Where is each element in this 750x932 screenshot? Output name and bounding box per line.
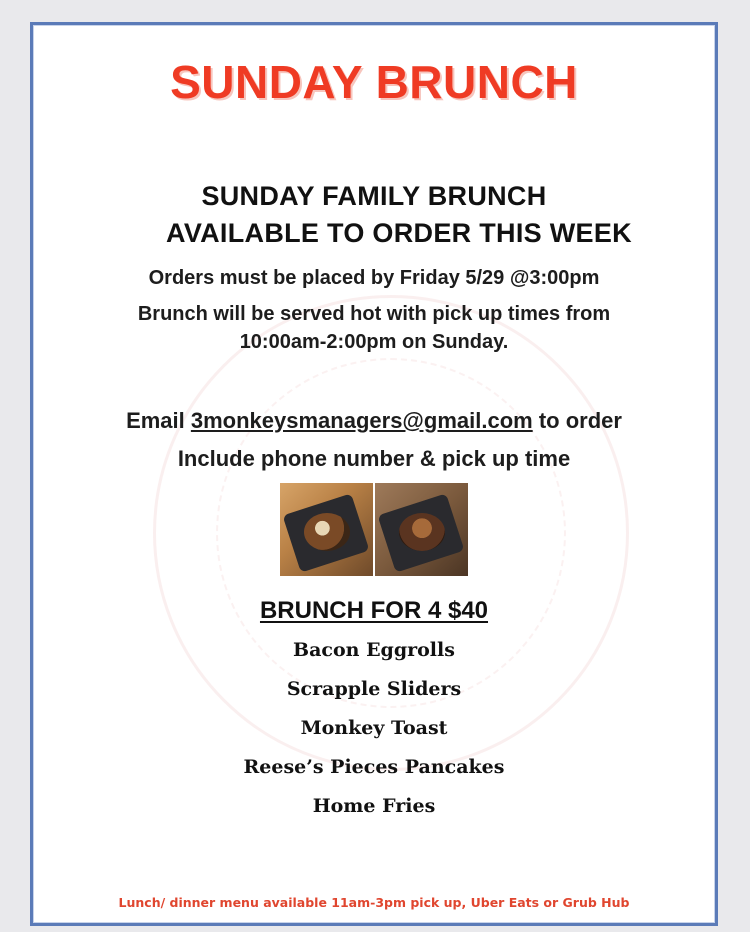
order-deadline: Orders must be placed by Friday 5/29 @3:00pm — [148, 267, 600, 289]
email-link[interactable]: 3monkeysmanagers@gmail.com — [190, 408, 533, 433]
email-instruction — [33, 408, 715, 434]
flyer-title: SUNDAY BRUNCH — [170, 56, 578, 108]
served-info-line-1: Brunch will be served hot with pick up times from — [137, 303, 611, 325]
menu-heading — [33, 597, 715, 625]
food-photos — [33, 483, 715, 576]
food-photo-2 — [375, 483, 468, 576]
email-suffix: to order — [532, 408, 622, 433]
menu-item: Bacon Eggrolls — [293, 639, 455, 661]
food-photo-1 — [280, 483, 373, 576]
menu-heading-text: BRUNCH FOR 4 $40 — [259, 597, 489, 624]
served-info-line-2: 10:00am-2:00pm on Sunday. — [239, 331, 509, 353]
flyer-page — [30, 22, 718, 926]
menu-item: Monkey Toast — [300, 717, 448, 739]
menu-item: Reese’s Pieces Pancakes — [243, 756, 505, 778]
menu-item: Scrapple Sliders — [286, 678, 462, 700]
include-note: Include phone number & pick up time — [177, 446, 571, 471]
menu-item: Home Fries — [312, 795, 436, 817]
headline-available: AVAILABLE TO ORDER THIS WEEK — [166, 218, 632, 248]
email-prefix: Email — [126, 408, 191, 433]
headline-family-brunch: SUNDAY FAMILY BRUNCH — [201, 181, 547, 211]
footer-note: Lunch/ dinner menu available 11am-3pm pick up, Uber Eats or Grub Hub — [118, 895, 630, 910]
